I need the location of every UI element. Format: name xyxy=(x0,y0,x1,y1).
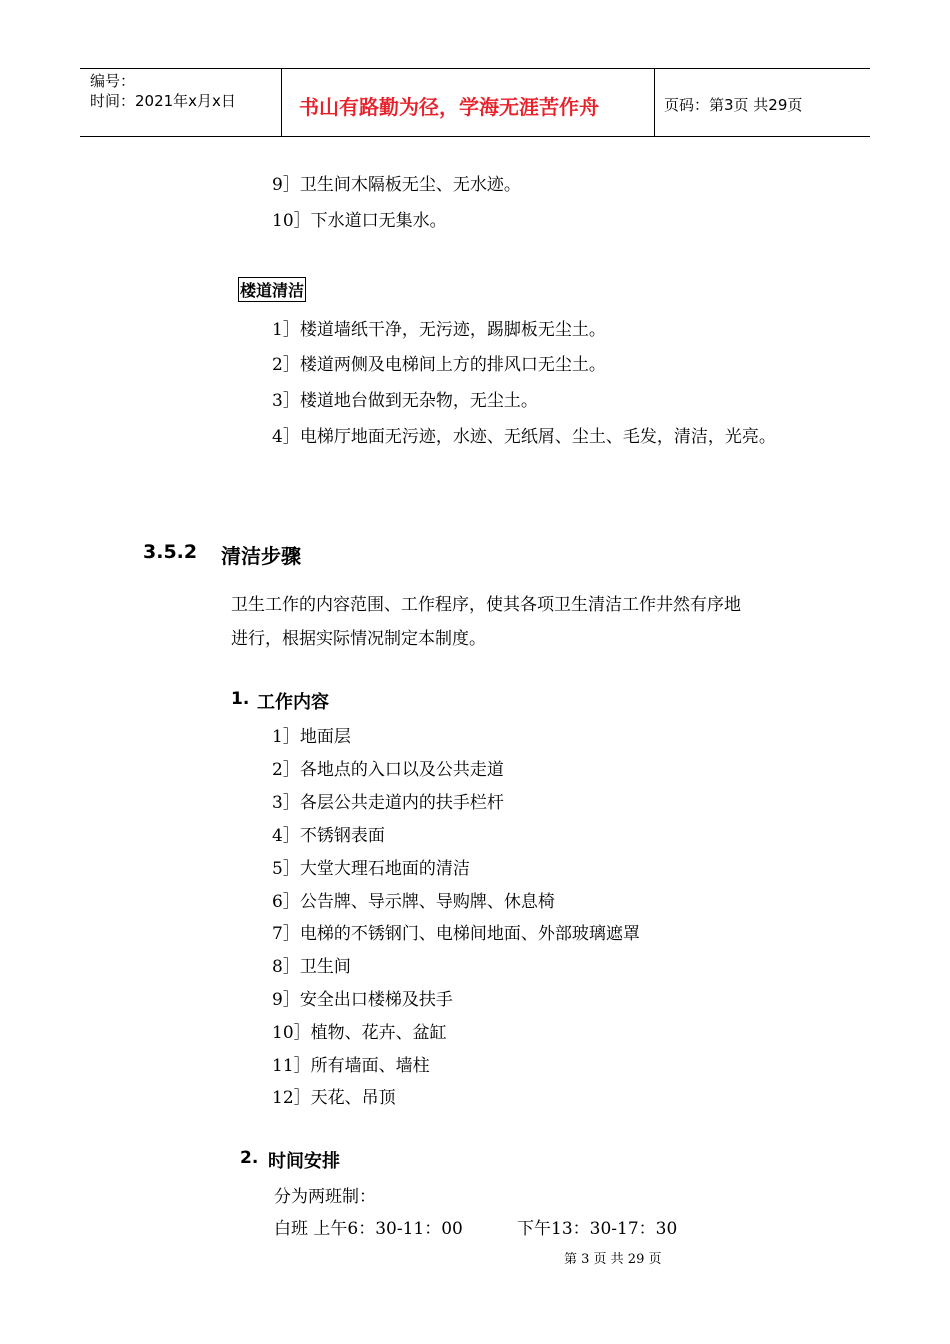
list-item: 7］电梯的不锈钢门、电梯间地面、外部玻璃遮罩 xyxy=(272,924,640,944)
header-divider-left xyxy=(281,68,282,136)
schedule-shift-intro: 分为两班制： xyxy=(274,1187,376,1207)
list-item: 12］天花、吊顶 xyxy=(272,1088,396,1108)
list-item: 3］各层公共走道内的扶手栏杆 xyxy=(272,793,504,813)
list-item: 1］楼道墙纸干净，无污迹，踢脚板无尘土。 xyxy=(272,320,606,340)
schedule-number: 2. xyxy=(240,1148,259,1168)
list-item: 2］各地点的入口以及公共走道 xyxy=(272,760,504,780)
page-footer: 第 3 页 共 29 页 xyxy=(564,1252,662,1267)
header-page-info: 页码：第3页 共29页 xyxy=(664,96,803,114)
section-intro-line1: 卫生工作的内容范围、工作程序，使其各项卫生清洁工作井然有序地 xyxy=(231,595,741,615)
header-motto: 书山有路勤为径，学海无涯苦作舟 xyxy=(299,95,599,119)
list-item: 1］地面层 xyxy=(272,727,351,747)
header-number-label: 编号： xyxy=(90,72,136,90)
list-item: 4］电梯厅地面无污迹，水迹、无纸屑、尘土、毛发，清洁，光亮。 xyxy=(272,427,776,447)
schedule-day-shift: 白班 上午6：30-11：00 xyxy=(274,1219,463,1239)
work-content-number: 1. xyxy=(231,689,250,709)
list-item: 9］卫生间木隔板无尘、无水迹。 xyxy=(272,175,521,195)
list-item: 11］所有墙面、墙柱 xyxy=(272,1056,430,1076)
header-top-rule xyxy=(80,68,870,69)
section-number: 3.5.2 xyxy=(143,541,198,563)
list-item: 10］植物、花卉、盆缸 xyxy=(272,1023,447,1043)
list-item: 3］楼道地台做到无杂物，无尘土。 xyxy=(272,391,538,411)
list-item: 4］不锈钢表面 xyxy=(272,826,385,846)
list-item: 9］安全出口楼梯及扶手 xyxy=(272,990,453,1010)
section-intro-line2: 进行，根据实际情况制定本制度。 xyxy=(231,629,486,649)
list-item: 10］下水道口无集水。 xyxy=(272,211,447,231)
header-divider-right xyxy=(654,68,655,136)
section-title: 清洁步骤 xyxy=(221,544,301,568)
list-item: 8］卫生间 xyxy=(272,957,351,977)
work-content-title: 工作内容 xyxy=(257,692,329,713)
corridor-section-title: 楼道清洁 xyxy=(238,277,306,302)
list-item: 6］公告牌、导示牌、导购牌、休息椅 xyxy=(272,892,555,912)
header-bottom-rule xyxy=(80,136,870,137)
schedule-afternoon: 下午13：30-17：30 xyxy=(517,1219,678,1239)
schedule-title: 时间安排 xyxy=(268,1151,340,1172)
list-item: 2］楼道两侧及电梯间上方的排风口无尘土。 xyxy=(272,355,606,375)
header-time-label: 时间：2021年x月x日 xyxy=(90,92,236,110)
list-item: 5］大堂大理石地面的清洁 xyxy=(272,859,470,879)
